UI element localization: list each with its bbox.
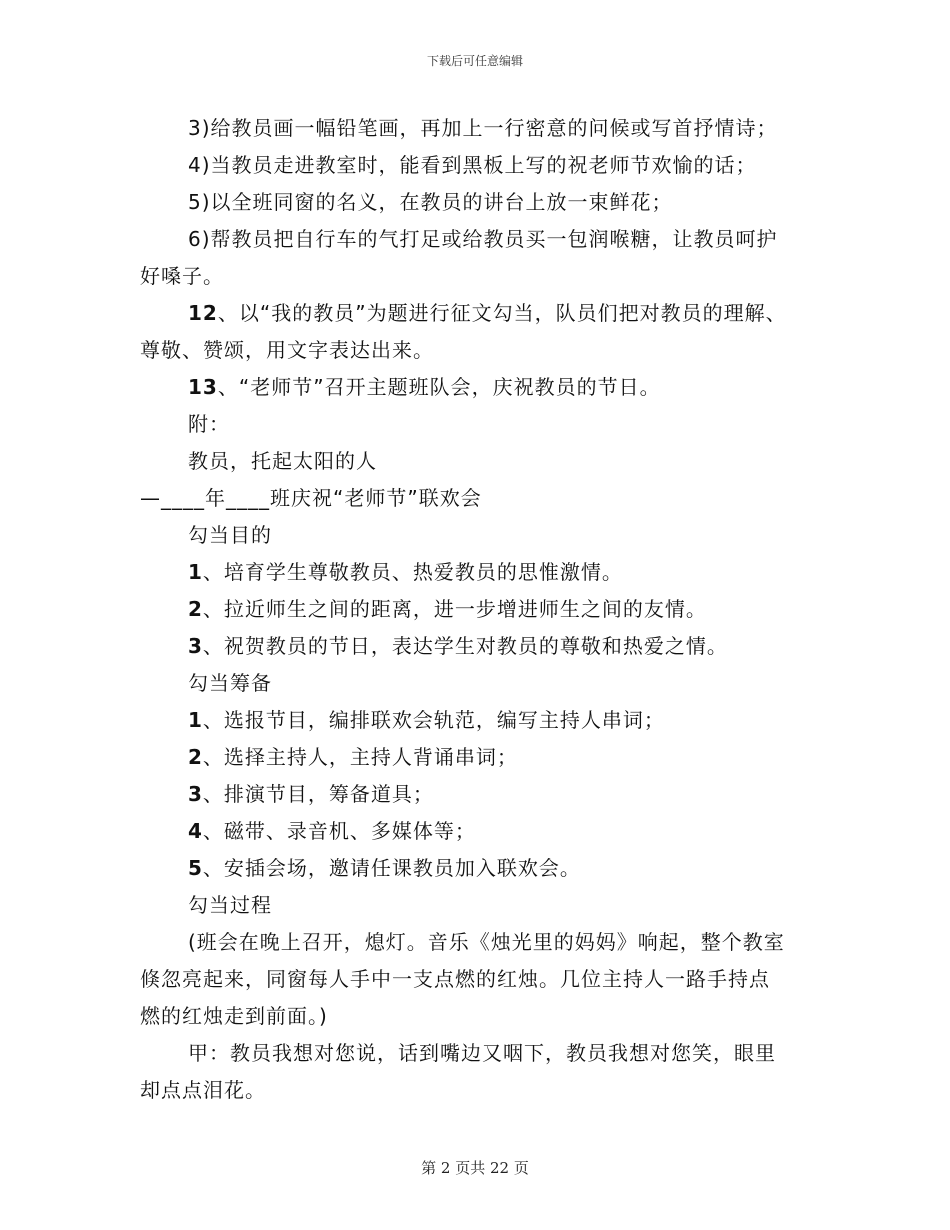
numbered-line bbox=[188, 375, 868, 399]
text-line: 3)给教员画一幅铅笔画，再加上一行密意的问候或写首抒情诗； bbox=[188, 116, 778, 140]
item-number: 3 bbox=[188, 782, 203, 806]
item-text: 、选报节目，编排联欢会轨范，编写主持人串词； bbox=[202, 708, 665, 732]
section-heading: 勾当过程 bbox=[188, 893, 272, 917]
appendix-subtitle: —____年____班庆祝“老师节”联欢会 bbox=[140, 486, 482, 510]
numbered-line bbox=[188, 301, 868, 325]
item-text: 、排演节目，筹备道具； bbox=[202, 782, 434, 806]
text-line: 尊敬、赞颂，用文字表达出来。 bbox=[140, 338, 434, 362]
section-heading: 勾当目的 bbox=[188, 523, 272, 547]
numbered-line bbox=[188, 597, 868, 621]
text-line: 倏忽亮起来，同窗每人手中一支点燃的红烛。几位主持人一路手持点 bbox=[140, 967, 770, 991]
item-number: 5 bbox=[188, 856, 203, 880]
numbered-line bbox=[188, 634, 868, 658]
item-number: 13 bbox=[188, 375, 218, 399]
item-number: 3 bbox=[188, 634, 203, 658]
text-line: 好嗓子。 bbox=[140, 264, 224, 288]
appendix-label: 附： bbox=[188, 412, 230, 436]
page-header: 下载后可任意编辑 bbox=[426, 54, 523, 68]
text-line: 燃的红烛走到前面。) bbox=[140, 1004, 328, 1028]
text-line: 却点点泪花。 bbox=[140, 1078, 266, 1102]
text-line: 甲：教员我想对您说，话到嘴边又咽下，教员我想对您笑，眼里 bbox=[188, 1041, 776, 1065]
item-text: 、拉近师生之间的距离，进一步增进师生之间的友情。 bbox=[202, 597, 707, 621]
numbered-line bbox=[188, 819, 868, 843]
numbered-line bbox=[188, 560, 868, 584]
text-line: (班会在晚上召开，熄灯。音乐《烛光里的妈妈》响起，整个教室 bbox=[188, 930, 785, 954]
item-text: 、以“我的教员”为题进行征文勾当，队员们把对教员的理解、 bbox=[217, 301, 787, 325]
item-text: 、安插会场，邀请任课教员加入联欢会。 bbox=[202, 856, 581, 880]
text-line: 4)当教员走进教室时，能看到黑板上写的祝老师节欢愉的话； bbox=[188, 153, 757, 177]
item-number: 1 bbox=[188, 560, 203, 584]
numbered-line bbox=[188, 708, 868, 732]
item-text: 、祝贺教员的节日，表达学生对教员的尊敬和热爱之情。 bbox=[202, 634, 728, 658]
page-footer: 第 2 页共 22 页 bbox=[421, 1159, 529, 1177]
appendix-title: 教员，托起太阳的人 bbox=[188, 449, 377, 473]
text-line: 5)以全班同窗的名义，在教员的讲台上放一束鲜花； bbox=[188, 190, 673, 214]
item-text: 、选择主持人，主持人背诵串词； bbox=[202, 745, 518, 769]
numbered-line bbox=[188, 745, 868, 769]
item-number: 2 bbox=[188, 745, 203, 769]
item-number: 2 bbox=[188, 597, 203, 621]
numbered-line bbox=[188, 782, 868, 806]
item-text: 、培育学生尊敬教员、热爱教员的思惟激情。 bbox=[202, 560, 623, 584]
item-number: 1 bbox=[188, 708, 203, 732]
item-number: 12 bbox=[188, 301, 218, 325]
item-number: 4 bbox=[188, 819, 203, 843]
item-text: 、磁带、录音机、多媒体等； bbox=[202, 819, 476, 843]
text-line: 6)帮教员把自行车的气打足或给教员买一包润喉糖，让教员呵护 bbox=[188, 227, 778, 251]
numbered-line bbox=[188, 856, 868, 880]
item-text: 、“老师节”召开主题班队会，庆祝教员的节日。 bbox=[217, 375, 661, 399]
section-heading: 勾当筹备 bbox=[188, 671, 272, 695]
